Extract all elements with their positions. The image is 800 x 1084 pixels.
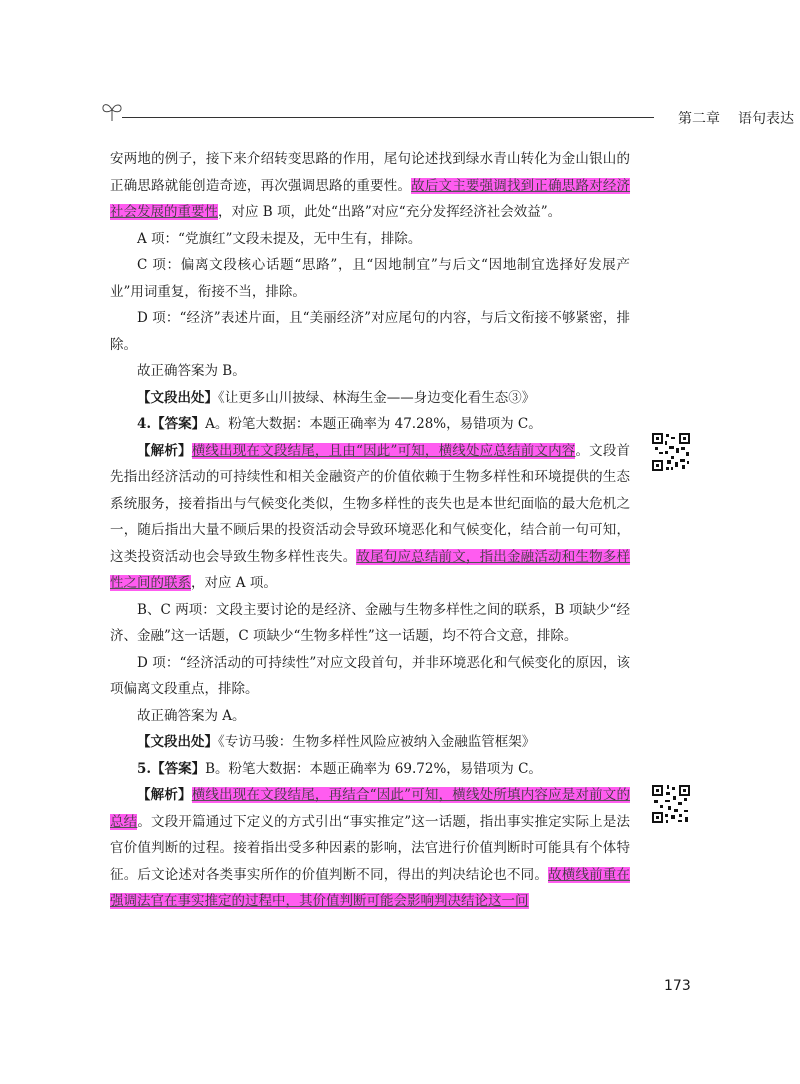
option-d-analysis: D 项：“经济活动的可持续性”对应文段首句，并非环境恶化和气候变化的原因，该项偏离文段重点，排除。 (110, 654, 630, 697)
answer-text: A。粉笔大数据：本题正确率为 47.28%，易错项为 C。 (205, 416, 542, 432)
analysis-label: 【解析】 (137, 442, 192, 459)
page-number: 173 (664, 978, 691, 994)
highlighted-text: 故尾句应总结前文，指出金融活动和生物多样性之间的联系 (110, 548, 631, 591)
answer-text: B。粉笔大数据：本题正确率为 69.72%，易错项为 C。 (205, 760, 542, 777)
highlighted-text: 故横线前重在强调法官在事实推定的过程中，其价值判断可能会影响判决结论这一问 (110, 866, 631, 909)
answer-conclusion: 故正确答案为 A。 (137, 707, 246, 724)
answer-label: 4.【答案】 (137, 416, 206, 432)
analysis-label: 【解析】 (137, 787, 192, 803)
sprout-icon (100, 100, 126, 122)
answer-line-4 (110, 411, 630, 438)
analysis-5 (110, 782, 630, 915)
option-a-analysis: A 项：“党旗红”文段未提及，无中生有，排除。 (137, 230, 422, 247)
page-body (110, 146, 630, 915)
highlighted-text: 横线出现在文段结尾，再结合“因此”可知，横线处所填内容应是对前文的总结 (110, 787, 630, 830)
chapter-label: 第二章 (678, 111, 720, 127)
source-line (110, 729, 630, 756)
text-run: 。文段首先指出经济活动的可持续性和相关金融资产的价值依赖于生物多样性和环境提供的生态系统服务，接着指出与气候变化类似，生物多样性的丧失也是本世纪面临的最大危机之一，随后指出大量不顾后果的投资活动会导致环境恶化和气候变化，结合前一句可知，这类投资活动也会导致生物多样性丧失。 (110, 442, 631, 565)
qr-code-icon[interactable] (651, 784, 691, 824)
analysis-4 (110, 438, 630, 597)
option-c-analysis: C 项：偏离文段核心话题“思路”，且“因地制宜”与后文“因地制宜选择好发展产业”用词重复，衔接不当，排除。 (110, 257, 630, 300)
answer-conclusion: 故正确答案为 B。 (137, 363, 246, 379)
running-header (100, 100, 794, 130)
section-label: 语句表达 (738, 111, 794, 127)
source-title: 《让更多山川披绿、林海生金——身边变化看生态③》 (218, 389, 536, 406)
highlighted-text: 故后文主要强调找到正确思路对经济社会发展的重要性 (110, 177, 631, 220)
source-title: 《专访马骏：生物多样性风险应被纳入金融监管框架》 (218, 734, 536, 750)
option-d-analysis: D 项：“经济”表述片面，且“美丽经济”对应尾句的内容，与后文衔接不够紧密，排除。 (110, 310, 630, 353)
header-rule (122, 117, 654, 118)
qr-code-icon[interactable] (651, 432, 691, 472)
option-bc-analysis: B、C 两项：文段主要讨论的是经济、金融与生物多样性之间的联系，B 项缺少“经济、金融”这一话题，C 项缺少“生物多样性”这一话题，均不符合文意，排除。 (110, 601, 630, 644)
source-label: 【文段出处】 (137, 734, 218, 750)
text-run: 。文段开篇通过下定义的方式引出“事实推定”这一话题，指出事实推定实际上是法官价值判断的过程。接着指出受多种因素的影响，法官进行价值判断时可能具有个体特征。后文论述对各类事实所作的价值判断不同，得出的判决结论也不同。 (110, 813, 630, 883)
text-run: ，对应 A 项。 (191, 575, 277, 591)
answer-line-5 (110, 756, 630, 783)
highlighted-text: 横线出现在文段结尾，且由“因此”可知，横线处应总结前文内容 (191, 442, 576, 459)
source-line (110, 385, 630, 412)
source-label: 【文段出处】 (137, 389, 218, 406)
text-run: 安两地的例子，接下来介绍转变思路的作用，尾句论述找到绿水青山转化为金山银山的正确思路就能创造奇迹，再次强调思路的重要性。 (110, 151, 630, 194)
text-run: ，对应 B 项，此处“出路”对应“充分发挥经济社会效益”。 (218, 204, 562, 220)
paragraph (110, 146, 630, 226)
answer-label: 5.【答案】 (137, 760, 206, 777)
